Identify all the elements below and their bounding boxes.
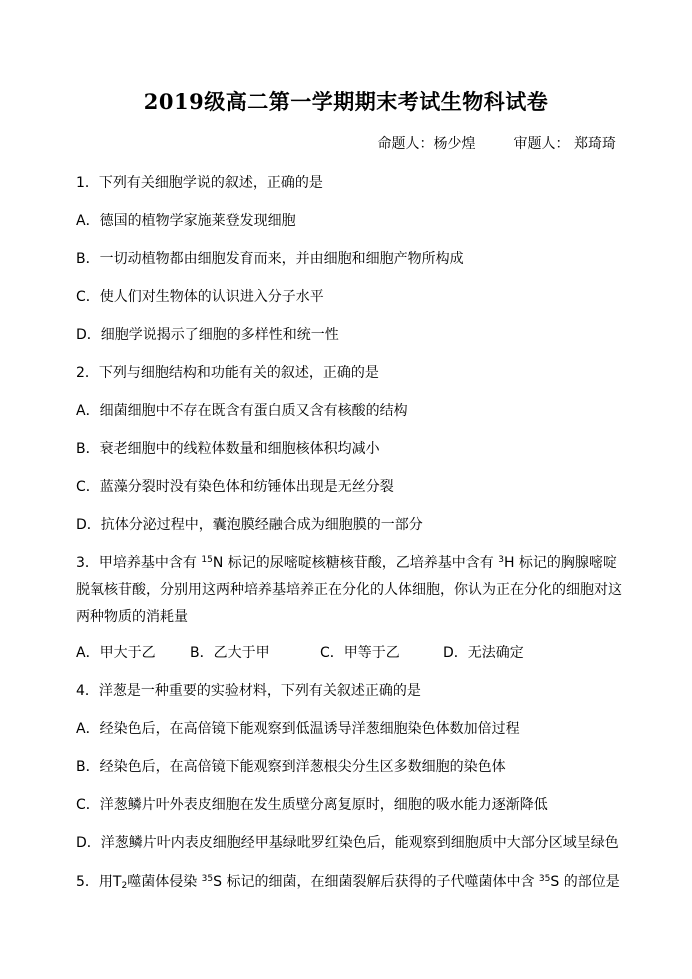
question-1-option-b: B．一切动植物都由细胞发育而来，并由细胞和细胞产物所构成 bbox=[76, 251, 464, 267]
question-3-option-d: D．无法确定 bbox=[443, 645, 524, 661]
question-4-stem: 4．洋葱是一种重要的实验材料，下列有关叙述正确的是 bbox=[76, 683, 421, 699]
isotope-mass-number: 35 bbox=[201, 874, 214, 884]
phage-subscript: 2 bbox=[121, 881, 128, 891]
isotope-mass-number: 15 bbox=[201, 555, 213, 565]
question-1-option-d: D．细胞学说揭示了细胞的多样性和统一性 bbox=[76, 327, 339, 343]
exam-title: 2019级高二第一学期期末考试生物科试卷 bbox=[143, 89, 549, 114]
isotope-mass-number: 35 bbox=[538, 874, 551, 884]
question-4-option-a: A．经染色后，在高倍镜下能观察到低温诱导洋葱细胞染色体数加倍过程 bbox=[76, 721, 520, 737]
question-3-options bbox=[76, 643, 524, 663]
question-2-option-a: A．细菌细胞中不存在既含有蛋白质又含有核酸的结构 bbox=[76, 403, 408, 419]
question-1-option-c: C．使人们对生物体的认识进入分子水平 bbox=[76, 289, 324, 305]
question-2-option-b: B．衰老细胞中的线粒体数量和细胞核体积均减小 bbox=[76, 441, 380, 457]
proposer: 命题人：杨少煌 bbox=[377, 136, 476, 152]
author-line bbox=[378, 133, 616, 153]
question-2-stem: 2．下列与细胞结构和功能有关的叙述，正确的是 bbox=[76, 365, 379, 381]
question-3-option-c: C．甲等于乙 bbox=[320, 645, 400, 661]
question-3-option-b: B．乙大于甲 bbox=[190, 645, 270, 661]
question-4-option-b: B．经染色后，在高倍镜下能观察到洋葱根尖分生区多数细胞的染色体 bbox=[76, 759, 506, 775]
question-1-option-a: A．德国的植物学家施莱登发现细胞 bbox=[76, 213, 296, 229]
question-3-option-a: A．甲大于乙 bbox=[76, 645, 156, 661]
question-2-option-c: C．蓝藻分裂时没有染色体和纺锤体出现是无丝分裂 bbox=[76, 479, 394, 495]
isotope-mass-number: 3 bbox=[498, 555, 504, 565]
question-3-stem: 3．甲培养基中含有 $^{15}$N 标记的尿嘧啶核糖核苷酸，乙培养基中含有 $^3$H 标记的胸腺嘧啶脱氧核苷酸，分别用这两种培养基培养正在分化的人体细胞，你认为正在分化的细胞对这两种物质的消耗量 bbox=[76, 555, 622, 625]
question-5-stem: 5．用$T_2$噬菌体侵染 $^{35}$S 标记的细菌，在细菌裂解后获得的子代噬菌体中含 $^{35}$S 的部位是 bbox=[76, 874, 620, 891]
question-4-option-d: D．洋葱鳞片叶内表皮细胞经甲基绿吡罗红染色后，能观察到细胞质中大部分区域呈绿色 bbox=[76, 835, 619, 851]
reviewer: 审题人： 郑琦琦 bbox=[513, 136, 616, 152]
question-4-option-c: C．洋葱鳞片叶外表皮细胞在发生质壁分离复原时，细胞的吸水能力逐渐降低 bbox=[76, 797, 548, 813]
question-2-option-d: D．抗体分泌过程中，囊泡膜经融合成为细胞膜的一部分 bbox=[76, 517, 423, 533]
question-1-stem: 1．下列有关细胞学说的叙述，正确的是 bbox=[76, 175, 323, 191]
